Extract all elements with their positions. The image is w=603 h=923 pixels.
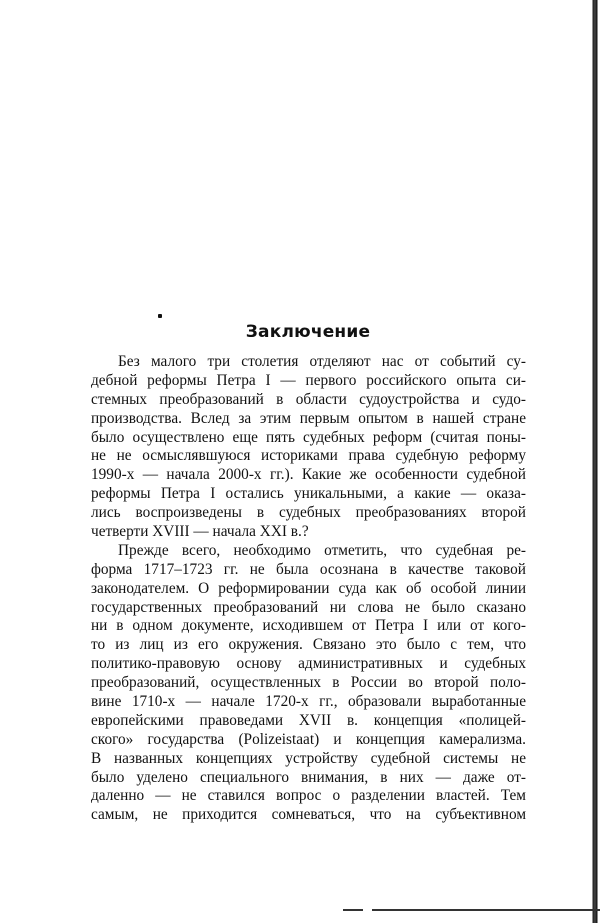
text-line: производства. Вслед за этим первым опытом в нашей стране — [91, 409, 526, 427]
text-line: было осуществлено еще пять судебных реформ (считая поны- — [91, 428, 526, 446]
body-text — [91, 353, 526, 825]
text-line: 1990-х — начала 2000-х гг.). Какие же особенности судебной — [91, 466, 526, 484]
text-line: государственных преобразований ни слова не было сказано — [91, 598, 526, 616]
text-line: политико-правовую основу административных и судебных — [91, 655, 526, 673]
text-line: четверти XVIII — начала XXI в.? — [91, 523, 309, 541]
text-line: реформы Петра I остались уникальными, а какие — оказа- — [91, 485, 526, 503]
scan-speck — [158, 314, 162, 318]
text-line: вине 1710-х — начале 1720-х гг., образовали выработанные — [91, 693, 526, 711]
text-line: ни в одном документе, исходившем от Петра I или от кого- — [91, 617, 526, 635]
text-line: то из лиц из его окружения. Связано это было с тем, что — [91, 636, 526, 654]
paragraph-2 — [91, 542, 526, 825]
chapter-title: Заключение — [245, 322, 371, 342]
text-line: преобразований, осуществленных в России во второй поло- — [91, 674, 526, 692]
text-line: было уделено специального внимания, в них — даже от- — [91, 768, 526, 786]
text-line: Без малого три столетия отделяют нас от событий су- — [118, 353, 526, 370]
footer-rule — [372, 909, 600, 911]
page-binding-edge — [592, 0, 598, 923]
text-line: В названных концепциях устройству судебной системы не — [91, 749, 526, 767]
text-line: не не осмыслявшуюся историками права судебную реформу — [91, 447, 526, 465]
text-line: законодателем. О реформировании суда как об особой линии — [91, 579, 526, 597]
text-line: лись воспроизведены в судебных преобразованиях второй — [91, 504, 526, 522]
paragraph-1 — [91, 353, 526, 542]
text-line: самым, не приходится сомневаться, что на субъективном — [91, 806, 526, 824]
text-line: европейскими правоведами XVII в. концепция «полицей- — [91, 711, 526, 729]
text-line: стемных преобразований в области судоустройства и судо- — [91, 390, 526, 408]
text-line: дебной реформы Петра I — первого российского опыта си- — [91, 371, 526, 389]
footer-rule — [343, 909, 363, 911]
text-line: даленно — не ставился вопрос о разделении властей. Тем — [91, 787, 526, 805]
text-line: ского» государства (Polizeistaat) и концепция камерализма. — [91, 730, 526, 748]
text-line: форма 1717–1723 гг. не была осознана в качестве таковой — [91, 560, 526, 578]
text-line: Прежде всего, необходимо отметить, что судебная ре- — [118, 541, 526, 559]
